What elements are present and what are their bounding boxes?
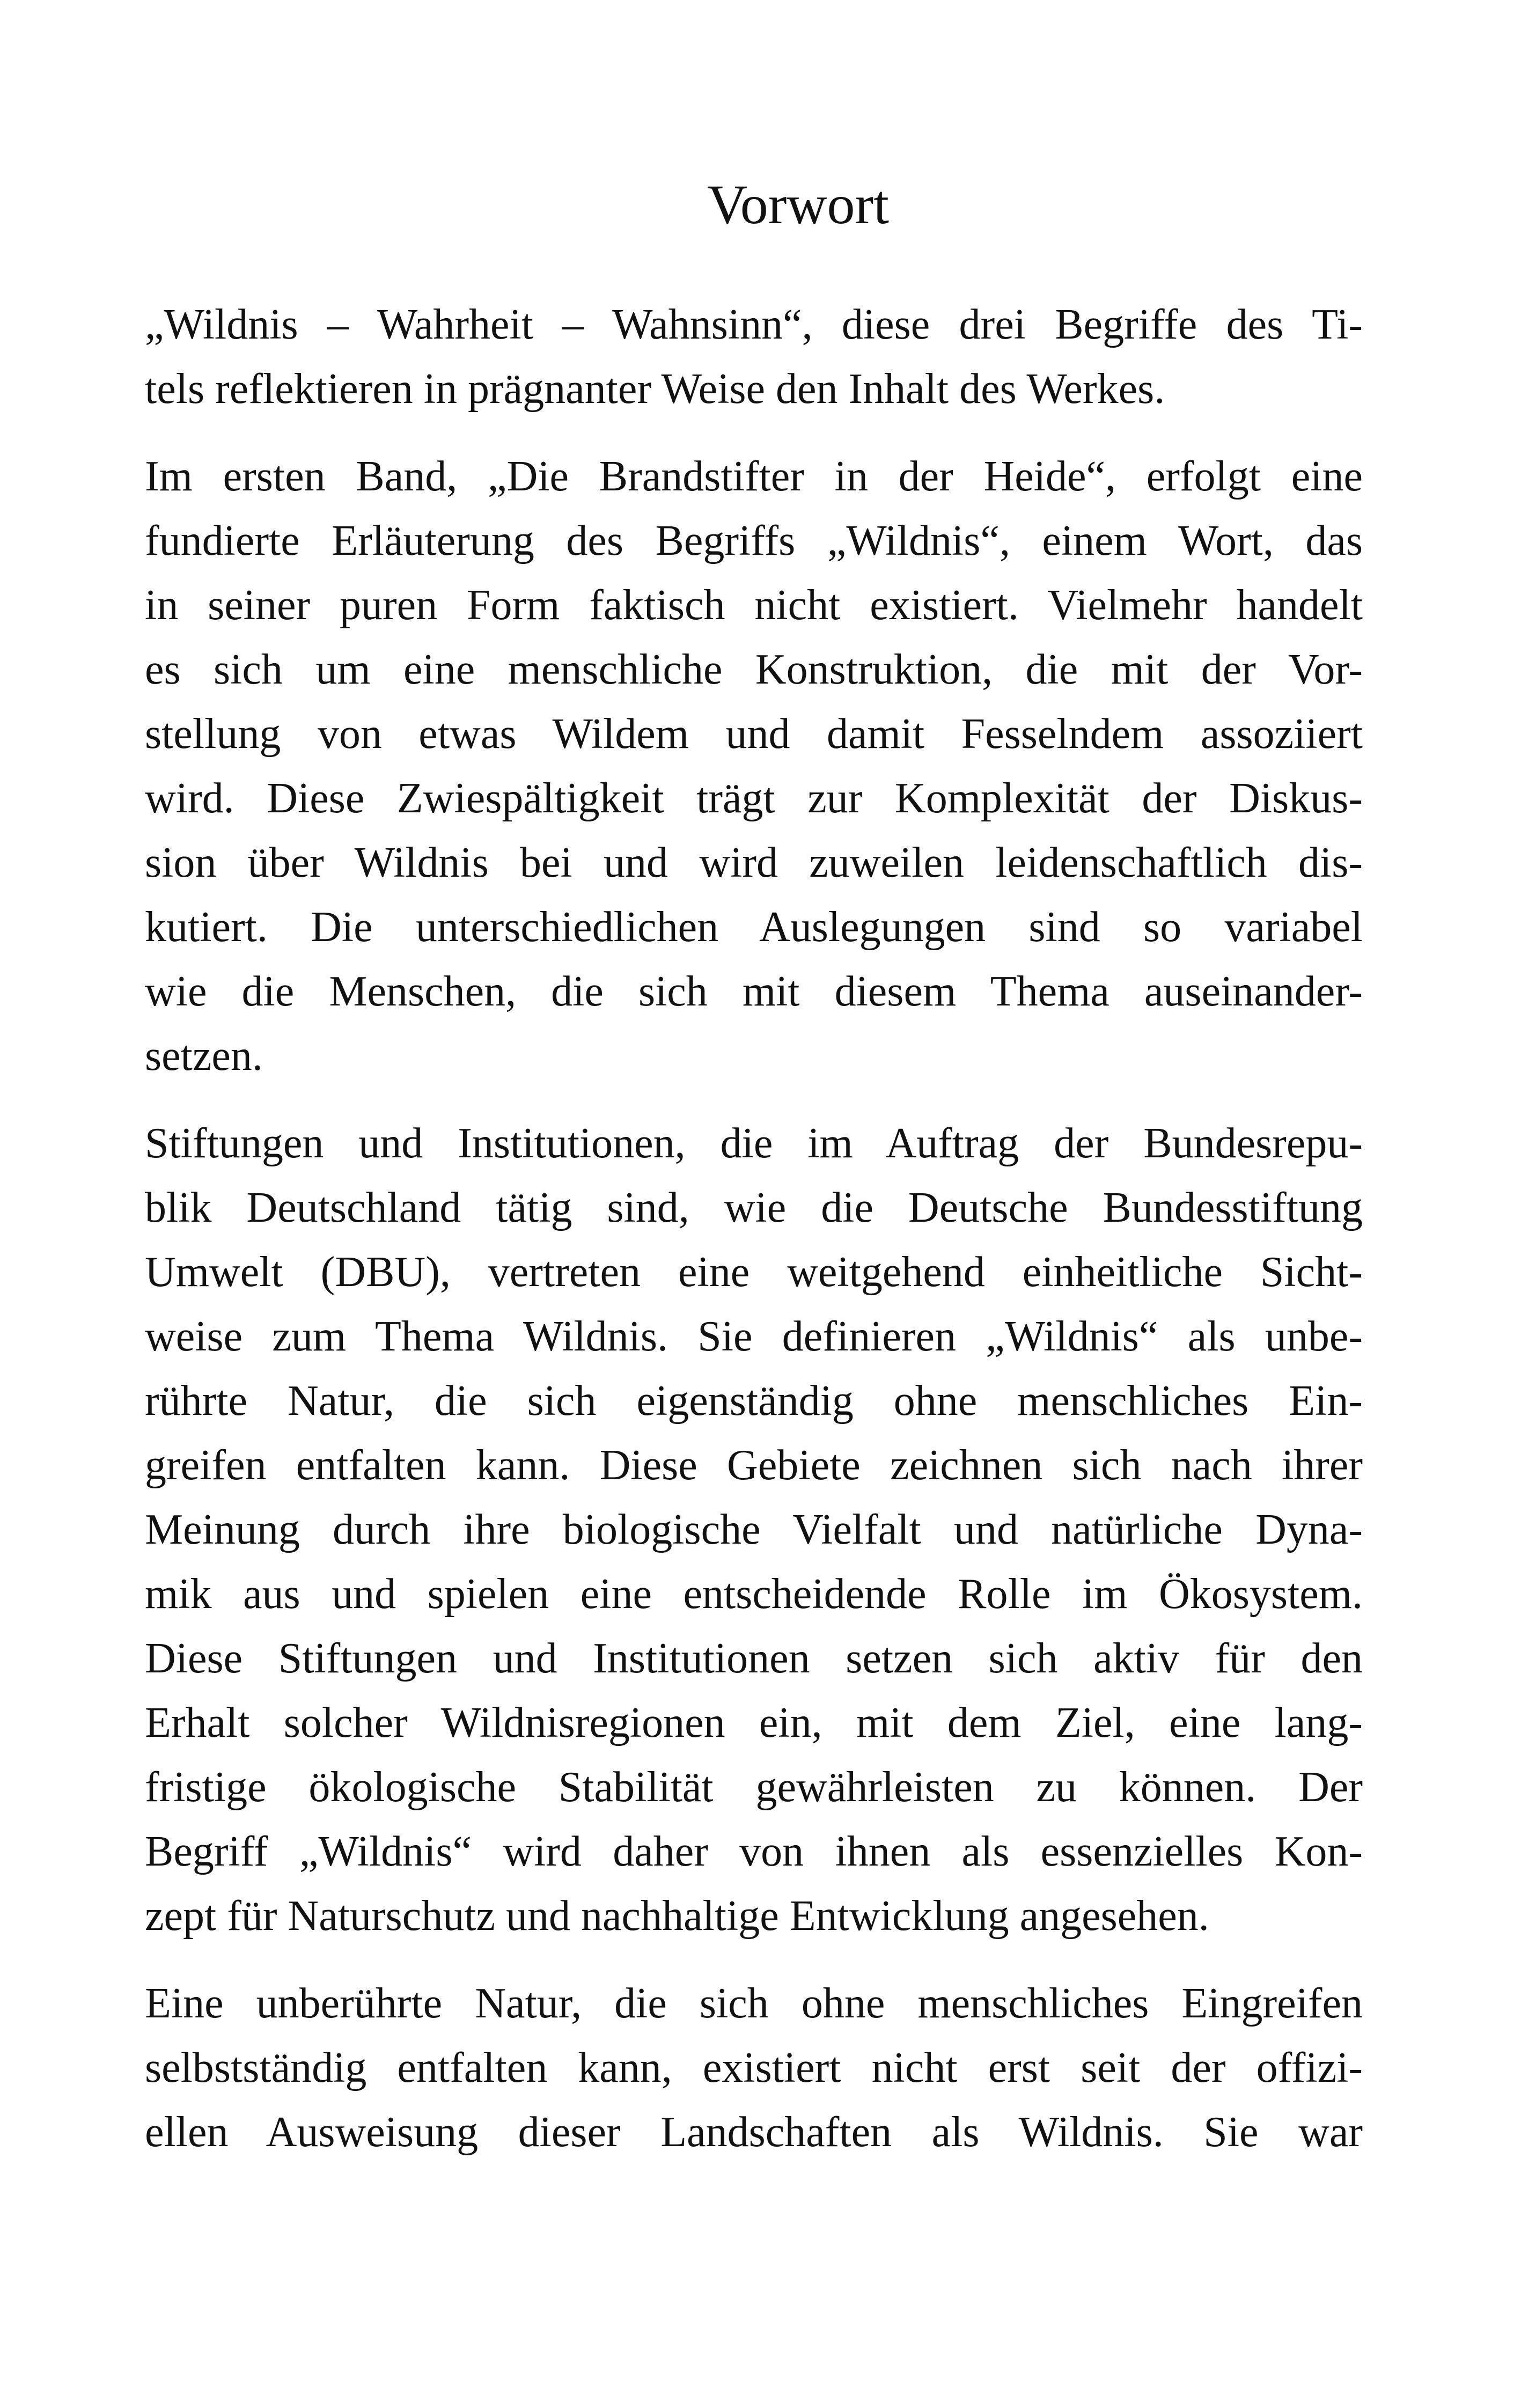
- text-line: Erhalt solcher Wildnisregionen ein, mit dem Ziel, eine lang-: [145, 1699, 1363, 1746]
- text-line: greifen entfalten kann. Diese Gebiete zeichnen sich nach ihrer: [145, 1442, 1363, 1489]
- text-line: kutiert. Die unterschiedlichen Auslegungen sind so variabel: [145, 904, 1363, 951]
- body-text: [145, 292, 1363, 2164]
- text-line: es sich um eine menschliche Konstruktion, die mit der Vor-: [145, 646, 1363, 693]
- text-line: weise zum Thema Wildnis. Sie definieren „Wildnis“ als unbe-: [145, 1313, 1363, 1360]
- paragraph-gap: [145, 1948, 1363, 1971]
- text-line: fundierte Erläuterung des Begriffs „Wildnis“, einem Wort, das: [145, 517, 1363, 564]
- text-line: Eine unberührte Natur, die sich ohne menschliches Eingreifen: [145, 1980, 1363, 2027]
- text-line: ellen Ausweisung dieser Landschaften als Wildnis. Sie war: [145, 2109, 1363, 2156]
- text-line: tels reflektieren in prägnanter Weise den Inhalt des Werkes.: [145, 365, 1165, 413]
- text-line: rührte Natur, die sich eigenständig ohne menschliches Ein-: [145, 1377, 1363, 1425]
- paragraph: [145, 292, 1363, 421]
- text-line: zept für Naturschutz und nachhaltige Entwicklung angesehen.: [145, 1892, 1209, 1940]
- text-line: „Wildnis – Wahrheit – Wahnsinn“, diese drei Begriffe des Ti-: [145, 301, 1363, 348]
- text-line: Meinung durch ihre biologische Vielfalt und natürliche Dyna-: [145, 1506, 1363, 1553]
- paragraph-gap: [145, 421, 1363, 444]
- text-line: stellung von etwas Wildem und damit Fesselndem assoziiert: [145, 710, 1363, 758]
- text-line: sion über Wildnis bei und wird zuweilen leidenschaftlich dis-: [145, 839, 1363, 886]
- page-title: Vorwort: [707, 174, 889, 236]
- text-line: selbstständig entfalten kann, existiert nicht erst seit der offizi-: [145, 2044, 1363, 2091]
- text-line: Stiftungen und Institutionen, die im Auftrag der Bundesrepu-: [145, 1120, 1363, 1167]
- text-line: mik aus und spielen eine entscheidende Rolle im Ökosystem.: [145, 1570, 1363, 1618]
- text-line: wird. Diese Zwiespältigkeit trägt zur Komplexität der Diskus-: [145, 775, 1363, 822]
- text-line: setzen.: [145, 1032, 263, 1080]
- paragraph-gap: [145, 1088, 1363, 1111]
- text-line: wie die Menschen, die sich mit diesem Thema auseinander-: [145, 968, 1363, 1015]
- text-line: in seiner puren Form faktisch nicht existiert. Vielmehr handelt: [145, 582, 1363, 629]
- text-line: fristige ökologische Stabilität gewährleisten zu können. Der: [145, 1764, 1363, 1811]
- text-line: blik Deutschland tätig sind, wie die Deutsche Bundesstiftung: [145, 1184, 1363, 1231]
- text-line: Begriff „Wildnis“ wird daher von ihnen als essenzielles Kon-: [145, 1828, 1363, 1875]
- paragraph: [145, 444, 1363, 1088]
- text-line: Umwelt (DBU), vertreten eine weitgehend einheitliche Sicht-: [145, 1249, 1363, 1296]
- paragraph: [145, 1971, 1363, 2164]
- text-line: Diese Stiftungen und Institutionen setzen sich aktiv für den: [145, 1635, 1363, 1682]
- text-line: Im ersten Band, „Die Brandstifter in der Heide“, erfolgt eine: [145, 453, 1363, 500]
- paragraph: [145, 1111, 1363, 1948]
